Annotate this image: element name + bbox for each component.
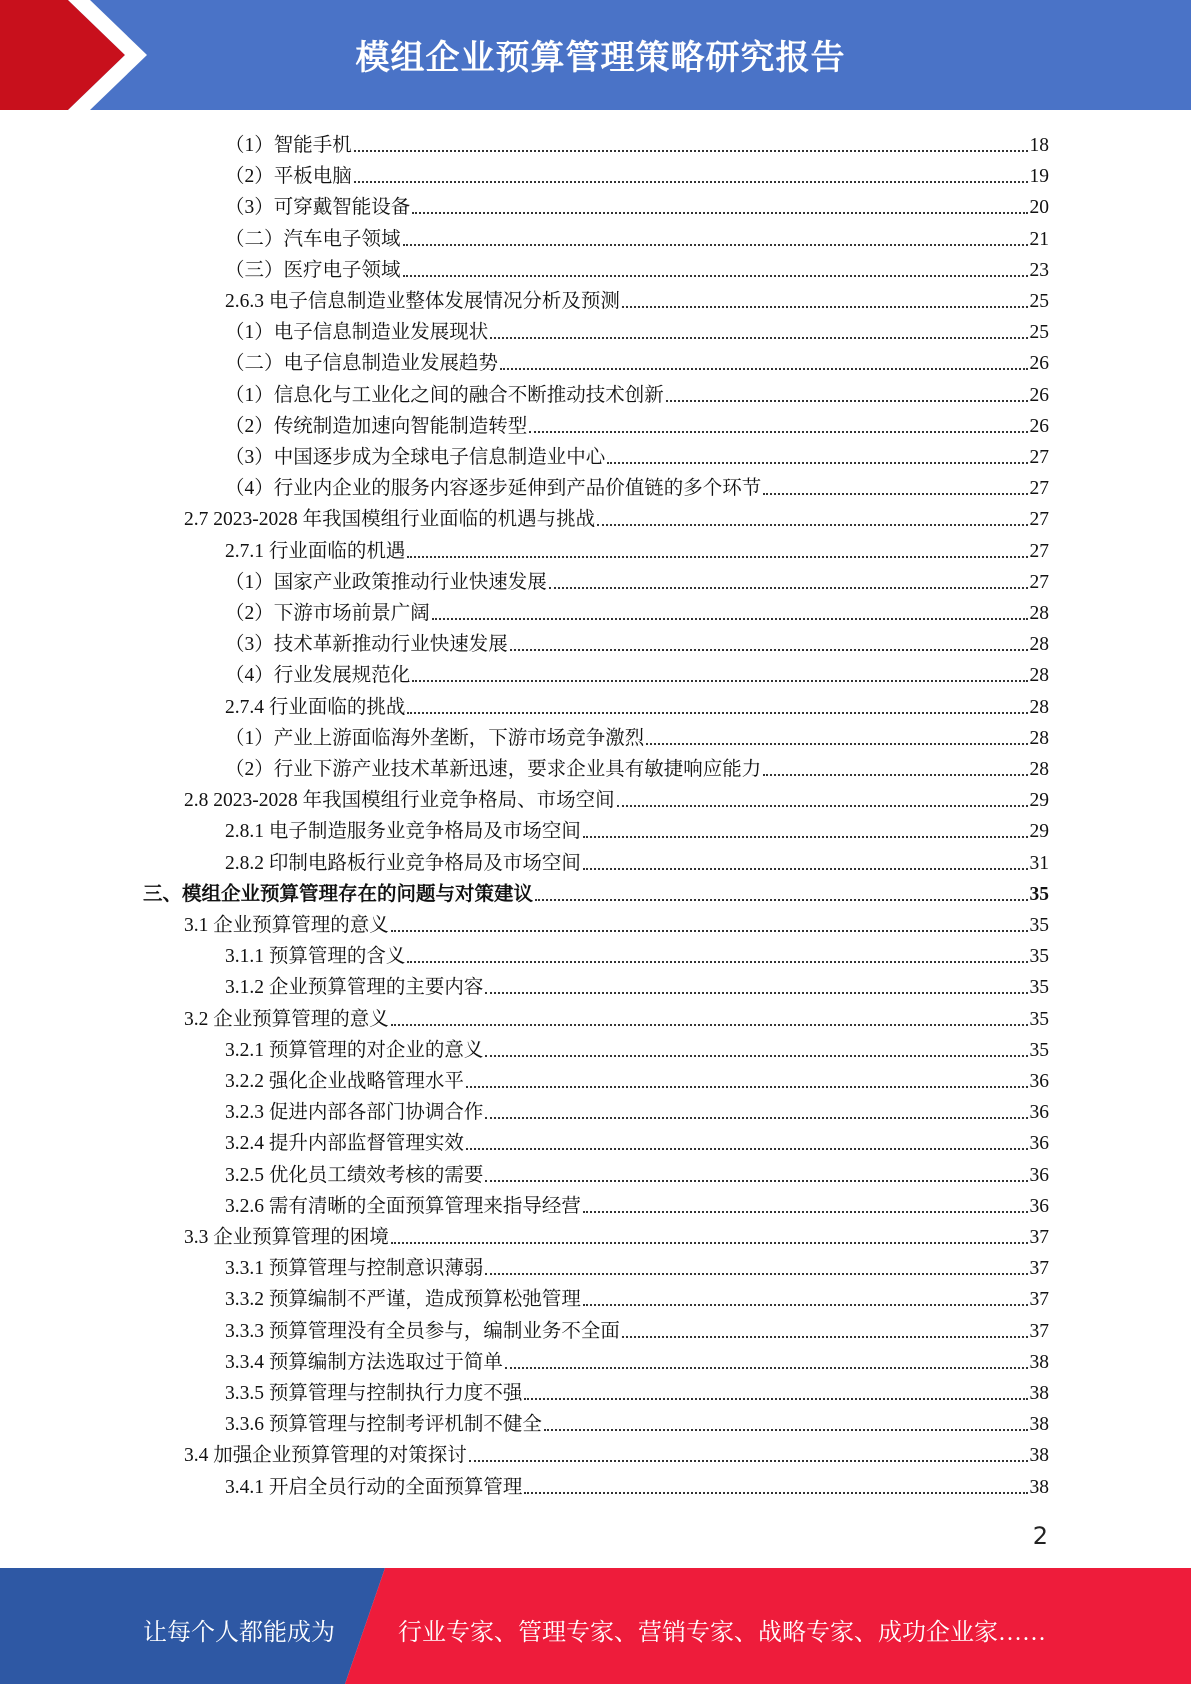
footer-slogan-left: 让每个人都能成为 <box>143 1620 335 1646</box>
toc-entry[interactable] <box>225 314 1049 345</box>
toc-dot-leader <box>490 337 1027 339</box>
toc-dot-leader <box>500 368 1027 370</box>
toc-entry[interactable] <box>225 1094 1049 1125</box>
toc-entry[interactable] <box>225 1344 1049 1375</box>
toc-entry[interactable] <box>225 1250 1049 1281</box>
toc-entry-page: 29 <box>1029 821 1049 843</box>
toc-dot-leader <box>403 244 1028 246</box>
toc-entry-page: 28 <box>1029 665 1049 687</box>
toc-entry-label: 3.2.3 促进内部各部门协调合作 <box>225 1102 484 1124</box>
page-header <box>0 0 1191 110</box>
toc-dot-leader <box>407 712 1027 714</box>
toc-entry-page: 28 <box>1029 759 1049 780</box>
toc-entry-page: 28 <box>1029 634 1049 656</box>
toc-entry[interactable] <box>225 189 1049 220</box>
toc-dot-leader <box>763 774 1027 776</box>
toc-entry-page: 25 <box>1029 291 1049 312</box>
toc-entry[interactable] <box>225 345 1049 376</box>
toc-dot-leader <box>544 1429 1028 1431</box>
toc-entry-label: （1）智能手机 <box>225 135 352 156</box>
toc-entry[interactable] <box>184 907 1049 938</box>
toc-entry[interactable] <box>225 657 1049 688</box>
toc-entry-page: 35 <box>1029 946 1049 968</box>
toc-entry[interactable] <box>184 1001 1049 1032</box>
toc-entry-label: 2.8.2 印制电路板行业竞争格局及市场空间 <box>225 852 581 874</box>
toc-entry[interactable] <box>225 127 1049 158</box>
toc-entry[interactable] <box>225 470 1049 501</box>
toc-entry-page: 35 <box>1029 1039 1049 1061</box>
toc-entry-label: 3.1.2 企业预算管理的主要内容 <box>225 977 484 999</box>
toc-entry-label: 2.8 2023-2028 年我国模组行业竞争格局、市场空间 <box>184 790 615 812</box>
toc-dot-leader <box>583 868 1028 870</box>
toc-entry-page: 27 <box>1029 478 1049 500</box>
toc-entry-page: 36 <box>1029 1102 1049 1124</box>
toc-dot-leader <box>485 1117 1027 1119</box>
toc-entry-label: 3.3.5 预算管理与控制执行力度不强 <box>225 1383 523 1404</box>
toc-dot-leader <box>583 1211 1028 1213</box>
toc-entry-page: 38 <box>1029 1351 1049 1373</box>
toc-entry-label: 3.2.1 预算管理的对企业的意义 <box>225 1039 484 1061</box>
toc-entry[interactable] <box>225 813 1049 844</box>
toc-entry[interactable] <box>225 439 1049 470</box>
toc-dot-leader <box>549 587 1028 589</box>
toc-entry-page: 36 <box>1029 1195 1049 1217</box>
toc-entry[interactable] <box>225 1063 1049 1094</box>
toc-entry[interactable] <box>225 626 1049 657</box>
toc-dot-leader <box>529 431 1027 433</box>
toc-entry-page: 35 <box>1029 1008 1049 1030</box>
toc-entry-label: （2）平板电脑 <box>225 166 352 188</box>
toc-entry[interactable] <box>225 1188 1049 1219</box>
toc-entry-page: 20 <box>1029 197 1049 219</box>
toc-dot-leader <box>505 1367 1028 1369</box>
toc-entry-label: （4）行业发展规范化 <box>225 665 411 687</box>
toc-dot-leader <box>510 649 1028 651</box>
toc-dot-leader <box>407 961 1027 963</box>
toc-entry-page: 36 <box>1029 1164 1049 1186</box>
toc-entry-label: 2.7.1 行业面临的机遇 <box>225 540 406 562</box>
toc-entry[interactable] <box>225 408 1049 439</box>
toc-entry-page: 38 <box>1029 1476 1049 1498</box>
toc-entry-page: 35 <box>1029 883 1049 905</box>
toc-dot-leader <box>485 992 1027 994</box>
toc-entry-page: 29 <box>1029 790 1049 812</box>
toc-dot-leader <box>524 1398 1027 1400</box>
toc-dot-leader <box>622 306 1028 308</box>
toc-entry[interactable] <box>225 689 1049 720</box>
toc-entry[interactable] <box>225 938 1049 969</box>
toc-entry-label: （1）产业上游面临海外垄断，下游市场竞争激烈 <box>225 727 645 749</box>
toc-dot-leader <box>524 1492 1027 1494</box>
toc-dot-leader <box>646 743 1027 745</box>
toc-entry-label: 2.7.4 行业面临的挑战 <box>225 696 406 718</box>
toc-dot-leader <box>354 181 1028 183</box>
toc-dot-leader <box>583 1304 1028 1306</box>
toc-entry[interactable] <box>225 283 1049 314</box>
toc-entry[interactable] <box>225 377 1049 408</box>
toc-dot-leader <box>391 1242 1028 1244</box>
toc-entry-label: （三）医疗电子领域 <box>225 259 401 281</box>
toc-entry-label: 3.2.4 提升内部监督管理实效 <box>225 1133 464 1155</box>
toc-entry-page: 26 <box>1029 353 1049 375</box>
toc-dot-leader <box>412 212 1027 214</box>
toc-entry-label: （二）电子信息制造业发展趋势 <box>225 353 499 375</box>
toc-entry-label: 三、模组企业预算管理存在的问题与对策建议 <box>143 883 534 905</box>
toc-entry-label: （2）行业下游产业技术革新迅速，要求企业具有敏捷响应能力 <box>225 759 762 780</box>
toc-dot-leader <box>391 930 1028 932</box>
toc-entry-page: 18 <box>1029 135 1049 156</box>
toc-entry-page: 27 <box>1029 540 1049 562</box>
toc-entry[interactable] <box>225 564 1049 595</box>
toc-entry[interactable] <box>143 876 1049 907</box>
toc-entry-label: 2.8.1 电子制造服务业竞争格局及市场空间 <box>225 821 581 843</box>
toc-entry[interactable] <box>225 1375 1049 1406</box>
toc-entry[interactable] <box>184 782 1049 813</box>
toc-dot-leader <box>666 400 1028 402</box>
toc-entry[interactable] <box>225 1313 1049 1344</box>
toc-entry-label: 3.3.4 预算编制方法选取过于简单 <box>225 1351 503 1373</box>
toc-entry-page: 26 <box>1029 415 1049 437</box>
toc-entry-label: 3.3.6 预算管理与控制考评机制不健全 <box>225 1414 542 1436</box>
toc-entry-label: 3.1 企业预算管理的意义 <box>184 915 389 936</box>
toc-entry-label: 3.3 企业预算管理的困境 <box>184 1227 389 1248</box>
toc-dot-leader <box>617 805 1028 807</box>
toc-dot-leader <box>597 524 1027 526</box>
toc-entry-page: 37 <box>1029 1320 1049 1342</box>
toc-entry-label: 3.2 企业预算管理的意义 <box>184 1008 389 1030</box>
toc-entry-page: 28 <box>1029 727 1049 749</box>
toc-dot-leader <box>535 899 1027 901</box>
toc-entry-label: （4）行业内企业的服务内容逐步延伸到产品价值链的多个环节 <box>225 478 762 500</box>
toc-entry-label: （3）技术革新推动行业快速发展 <box>225 634 508 656</box>
toc-entry-page: 19 <box>1029 166 1049 188</box>
toc-entry-page: 37 <box>1029 1227 1049 1248</box>
toc-dot-leader <box>412 680 1027 682</box>
toc-entry[interactable] <box>225 1406 1049 1437</box>
toc-dot-leader <box>763 493 1027 495</box>
toc-entry-page: 27 <box>1029 571 1049 593</box>
toc-entry-label: 3.3.1 预算管理与控制意识薄弱 <box>225 1258 484 1280</box>
toc-entry-label: （1）国家产业政策推动行业快速发展 <box>225 571 547 593</box>
toc-entry-page: 37 <box>1029 1289 1049 1311</box>
toc-dot-leader <box>485 1273 1027 1275</box>
toc-entry-page: 36 <box>1029 1133 1049 1155</box>
toc-dot-leader <box>403 275 1028 277</box>
toc-entry-page: 27 <box>1029 447 1049 468</box>
toc-entry[interactable] <box>225 720 1049 751</box>
toc-dot-leader <box>466 1148 1028 1150</box>
toc-dot-leader <box>607 462 1027 464</box>
toc-entry-page: 26 <box>1029 384 1049 406</box>
toc-entry-page: 37 <box>1029 1258 1049 1280</box>
toc-entry-page: 35 <box>1029 977 1049 999</box>
toc-entry-label: 3.4.1 开启全员行动的全面预算管理 <box>225 1476 523 1498</box>
toc-entry[interactable] <box>225 969 1049 1000</box>
report-title: 模组企业预算管理策略研究报告 <box>355 38 846 78</box>
toc-entry-page: 21 <box>1029 228 1049 250</box>
toc-entry-page: 31 <box>1029 852 1049 874</box>
toc-entry[interactable] <box>225 533 1049 564</box>
toc-dot-leader <box>469 1460 1028 1462</box>
toc-entry-page: 38 <box>1029 1445 1049 1467</box>
toc-entry[interactable] <box>225 1281 1049 1312</box>
page-footer <box>0 1568 1191 1684</box>
toc-entry[interactable] <box>184 1219 1049 1250</box>
toc-entry-page: 35 <box>1029 915 1049 936</box>
toc-entry-label: （3）中国逐步成为全球电子信息制造业中心 <box>225 447 606 468</box>
footer-slogan-right: 行业专家、管理专家、营销专家、战略专家、成功企业家…… <box>398 1620 1046 1646</box>
toc-entry-label: 3.3.3 预算管理没有全员参与，编制业务不全面 <box>225 1320 620 1342</box>
toc-entry-label: 2.6.3 电子信息制造业整体发展情况分析及预测 <box>225 291 620 312</box>
toc-entry-page: 25 <box>1029 322 1049 344</box>
toc-entry-label: 3.2.5 优化员工绩效考核的需要 <box>225 1164 484 1186</box>
toc-entry[interactable] <box>184 1437 1049 1468</box>
toc-entry-label: 3.2.2 强化企业战略管理水平 <box>225 1071 464 1092</box>
toc-dot-leader <box>391 1024 1028 1026</box>
toc-dot-leader <box>622 1336 1028 1338</box>
toc-entry-label: （1）电子信息制造业发展现状 <box>225 322 489 344</box>
toc-entry[interactable] <box>184 501 1049 532</box>
toc-entry[interactable] <box>225 1157 1049 1188</box>
toc-entry-label: （二）汽车电子领域 <box>225 228 401 250</box>
toc-entry[interactable] <box>225 1469 1049 1500</box>
toc-dot-leader <box>407 556 1027 558</box>
toc-entry[interactable] <box>225 595 1049 626</box>
toc-dot-leader <box>485 1055 1027 1057</box>
toc-entry-label: （2）下游市场前景广阔 <box>225 603 430 624</box>
toc-dot-leader <box>485 1180 1027 1182</box>
toc-entry-label: 3.3.2 预算编制不严谨，造成预算松弛管理 <box>225 1289 581 1311</box>
toc-dot-leader <box>432 618 1028 620</box>
toc-entry-label: 3.2.6 需有清晰的全面预算管理来指导经营 <box>225 1195 581 1217</box>
toc-entry-page: 38 <box>1029 1414 1049 1436</box>
toc-entry[interactable] <box>225 158 1049 189</box>
toc-entry-page: 28 <box>1029 696 1049 718</box>
toc-entry[interactable] <box>225 252 1049 283</box>
toc-entry[interactable] <box>225 1125 1049 1156</box>
toc-dot-leader <box>466 1086 1028 1088</box>
toc-entry-page: 36 <box>1029 1071 1049 1092</box>
toc-entry-label: 3.4 加强企业预算管理的对策探讨 <box>184 1445 467 1467</box>
toc-entry-label: （3）可穿戴智能设备 <box>225 197 411 219</box>
toc-entry[interactable] <box>225 221 1049 252</box>
toc-entry-label: 2.7 2023-2028 年我国模组行业面临的机遇与挑战 <box>184 509 596 531</box>
toc-entry-page: 23 <box>1029 259 1049 281</box>
toc-entry[interactable] <box>225 1032 1049 1063</box>
toc-entry[interactable] <box>225 751 1049 782</box>
toc-entry-page: 27 <box>1029 509 1049 531</box>
toc-entry-page: 38 <box>1029 1383 1049 1404</box>
toc-dot-leader <box>583 836 1028 838</box>
toc-entry-page: 28 <box>1029 603 1049 624</box>
toc-entry-label: （2）传统制造加速向智能制造转型 <box>225 415 528 437</box>
toc-entry[interactable] <box>225 845 1049 876</box>
toc-entry-label: 3.1.1 预算管理的含义 <box>225 946 406 968</box>
toc-entry-label: （1）信息化与工业化之间的融合不断推动技术创新 <box>225 384 664 406</box>
toc-dot-leader <box>354 150 1028 152</box>
page-number: 2 <box>1032 1522 1048 1550</box>
